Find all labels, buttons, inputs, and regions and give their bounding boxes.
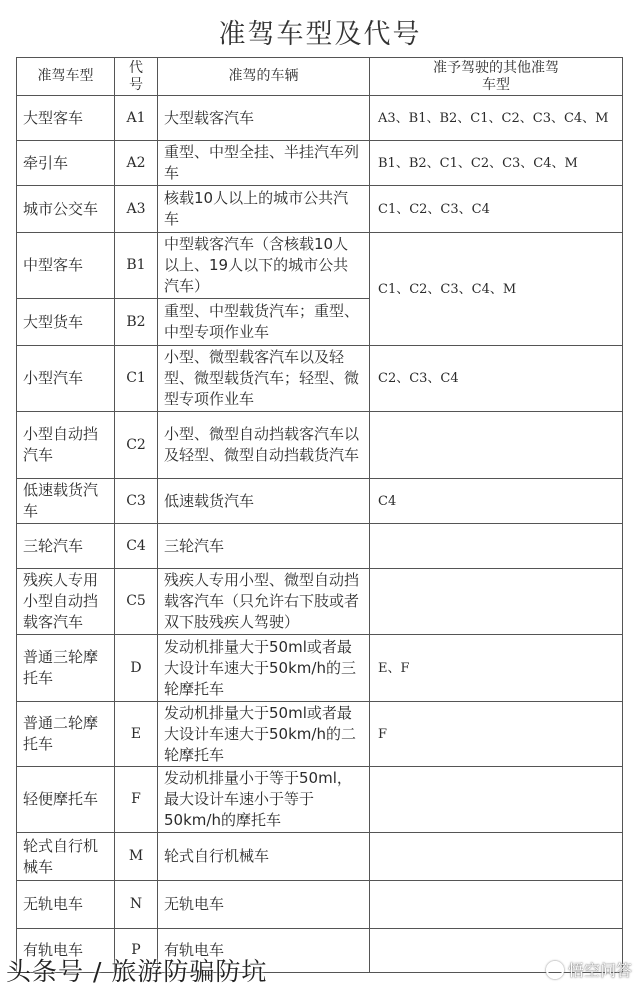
row-vehicle: 三轮汽车 (158, 524, 370, 569)
table-row (17, 524, 623, 569)
page-title: 准驾车型及代号 (218, 19, 422, 50)
row-vehicle: 残疾人专用小型、微型自动挡载客汽车（只允许右下肢或者双下肢残疾人驾驶） (158, 569, 370, 635)
header-type: 准驾车型 (17, 58, 115, 96)
row-code: B2 (115, 299, 158, 346)
row-other (370, 833, 623, 881)
row-code: N (115, 881, 158, 929)
table-row (17, 233, 623, 299)
row-type: 大型客车 (17, 96, 115, 141)
row-vehicle: 中型载客汽车（含核载10人以上、19人以下的城市公共汽车） (158, 233, 370, 299)
license-code-table (16, 57, 623, 973)
row-other (370, 524, 623, 569)
header-vehicle: 准驾的车辆 (158, 58, 370, 96)
row-type: 普通三轮摩托车 (17, 635, 115, 702)
header-other: 准予驾驶的其他准驾车型 (370, 58, 623, 96)
row-code: A3 (115, 186, 158, 233)
table-row (17, 833, 623, 881)
wukong-watermark (546, 958, 632, 981)
row-vehicle: 核载10人以上的城市公共汽车 (158, 186, 370, 233)
row-other: C1、C2、C3、C4、M (370, 233, 623, 346)
row-type: 无轨电车 (17, 881, 115, 929)
table-row (17, 186, 623, 233)
row-other: C1、C2、C3、C4 (370, 186, 623, 233)
row-type: 大型货车 (17, 299, 115, 346)
row-vehicle: 低速载货汽车 (158, 479, 370, 524)
row-other: C2、C3、C4 (370, 346, 623, 412)
row-type: 轻便摩托车 (17, 767, 115, 833)
row-other (370, 569, 623, 635)
row-type: 有轨电车 (17, 929, 115, 973)
row-vehicle: 小型、微型载客汽车以及轻型、微型载货汽车；轻型、微型专项作业车 (158, 346, 370, 412)
row-vehicle: 发动机排量大于50ml或者最大设计车速大于50km/h的二轮摩托车 (158, 702, 370, 767)
row-code: D (115, 635, 158, 702)
row-other: A3、B1、B2、C1、C2、C3、C4、M (370, 96, 623, 141)
row-code: C1 (115, 346, 158, 412)
row-other: C4 (370, 479, 623, 524)
table-row (17, 412, 623, 479)
row-code: F (115, 767, 158, 833)
row-code: M (115, 833, 158, 881)
wukong-logo-icon (546, 961, 564, 979)
table-row (17, 569, 623, 635)
header-code: 代号 (115, 58, 158, 96)
row-type: 中型客车 (17, 233, 115, 299)
row-type: 残疾人专用小型自动挡载客汽车 (17, 569, 115, 635)
row-type: 小型汽车 (17, 346, 115, 412)
row-vehicle: 轮式自行机械车 (158, 833, 370, 881)
row-vehicle: 无轨电车 (158, 881, 370, 929)
row-type: 小型自动挡汽车 (17, 412, 115, 479)
row-other: F (370, 702, 623, 767)
wukong-label: 悟空问答 (567, 961, 632, 980)
row-other: E、F (370, 635, 623, 702)
row-code: C5 (115, 569, 158, 635)
row-type: 牵引车 (17, 141, 115, 186)
row-other (370, 881, 623, 929)
row-code: C4 (115, 524, 158, 569)
table-row (17, 141, 623, 186)
table-row (17, 702, 623, 767)
table-row (17, 881, 623, 929)
table-row (17, 96, 623, 141)
row-vehicle: 发动机排量大于50ml或者最大设计车速大于50km/h的三轮摩托车 (158, 635, 370, 702)
row-code: A1 (115, 96, 158, 141)
row-code: B1 (115, 233, 158, 299)
table-row (17, 767, 623, 833)
row-vehicle: 重型、中型全挂、半挂汽车列车 (158, 141, 370, 186)
row-code: E (115, 702, 158, 767)
row-vehicle: 大型载客汽车 (158, 96, 370, 141)
row-vehicle: 发动机排量小于等于50ml，最大设计车速小于等于50km/h的摩托车 (158, 767, 370, 833)
source-watermark: 头条号 / 旅游防骗防坑 (6, 957, 268, 986)
row-other: B1、B2、C1、C2、C3、C4、M (370, 141, 623, 186)
header-row (17, 58, 623, 96)
row-type: 轮式自行机械车 (17, 833, 115, 881)
row-type: 三轮汽车 (17, 524, 115, 569)
row-code: C2 (115, 412, 158, 479)
row-other (370, 767, 623, 833)
row-code: P (115, 929, 158, 973)
row-vehicle: 有轨电车 (158, 929, 370, 973)
row-code: C3 (115, 479, 158, 524)
row-code: A2 (115, 141, 158, 186)
table-row (17, 479, 623, 524)
row-type: 普通二轮摩托车 (17, 702, 115, 767)
row-type: 城市公交车 (17, 186, 115, 233)
table-row (17, 635, 623, 702)
row-other (370, 412, 623, 479)
row-type: 低速载货汽车 (17, 479, 115, 524)
row-vehicle: 重型、中型载货汽车；重型、中型专项作业车 (158, 299, 370, 346)
table-row (17, 346, 623, 412)
row-vehicle: 小型、微型自动挡载客汽车以及轻型、微型自动挡载货汽车 (158, 412, 370, 479)
